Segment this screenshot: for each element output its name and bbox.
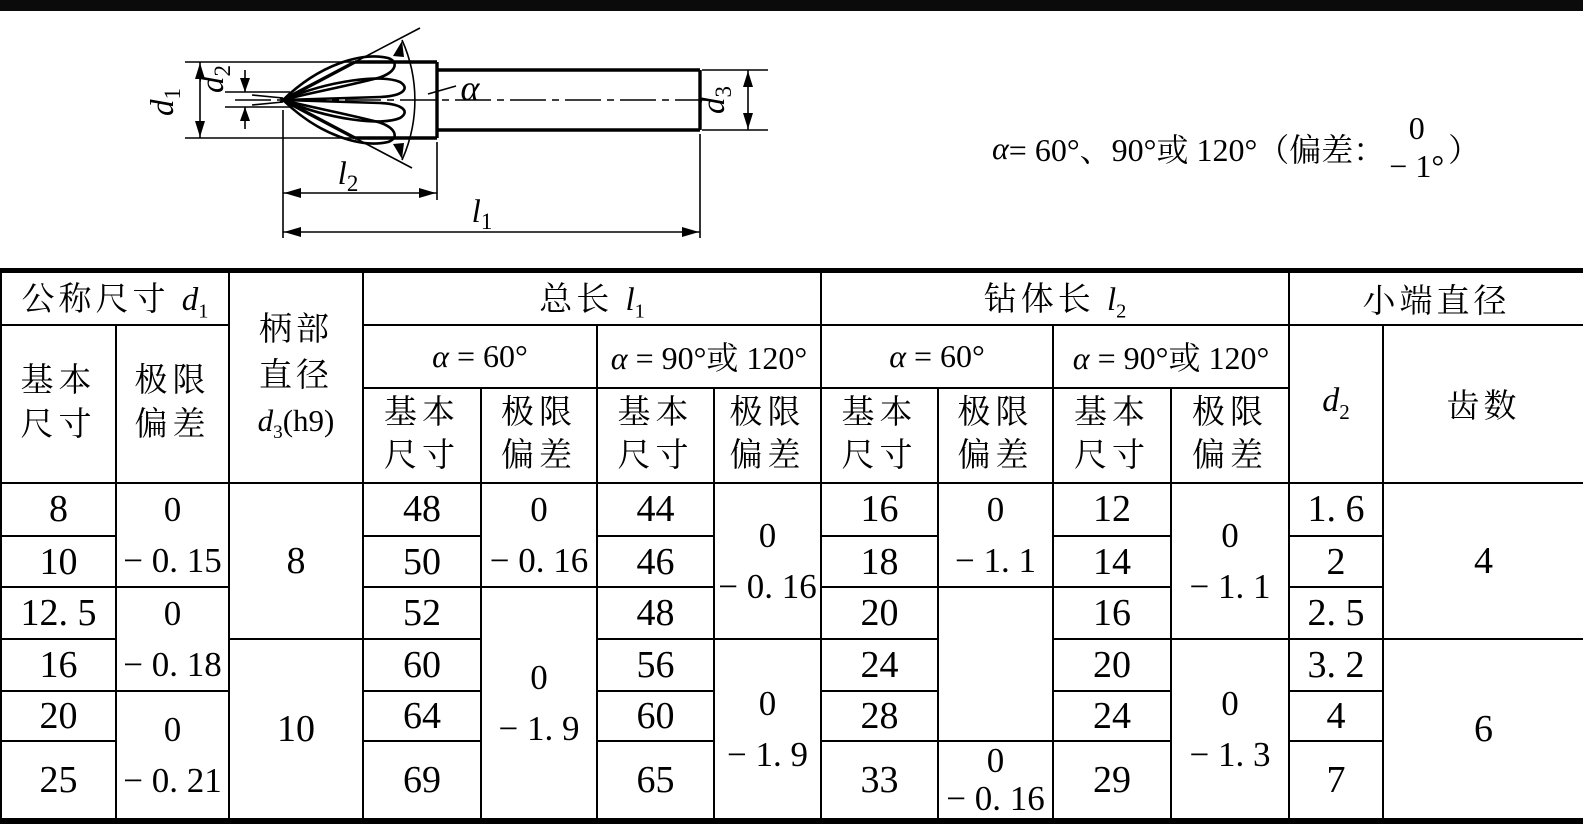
cell-l2-60-basic: 24	[821, 639, 938, 691]
cell-l2-60-basic: 16	[821, 483, 938, 537]
label-basic-2: 尺寸	[20, 406, 97, 443]
formula-tolerance-stack	[1389, 110, 1444, 186]
header-d1-limit	[116, 325, 229, 483]
header-small-end-text: 小端直径	[1362, 283, 1511, 320]
label-basic-1: 基本	[20, 363, 97, 400]
header-l2-group-text: 钻体长	[983, 282, 1107, 318]
cell-l1-90-basic: 48	[597, 587, 714, 639]
header-l1-60-limit: 极限 偏差	[481, 388, 597, 483]
header-l1-alpha90: α = 90°或 120°	[597, 325, 821, 388]
cell-l2-60-basic: 18	[821, 536, 938, 587]
cell-l1-60-tol: 0 − 1. 9	[481, 587, 597, 822]
header-d1-basic	[1, 325, 116, 483]
l2-dim-label: $l_2$	[337, 156, 359, 196]
cell-l1-90-basic: 44	[597, 483, 714, 537]
header-d1-group	[1, 271, 229, 325]
header-shank-var: d	[257, 403, 274, 439]
countersink-drawing	[140, 8, 800, 260]
cell-l1-60-basic: 64	[363, 691, 481, 741]
formula-paren-close: ）	[1448, 132, 1481, 168]
header-small-end-group	[1289, 271, 1583, 325]
header-shank-line2: 直径	[259, 358, 333, 395]
header-l1-group-text: 总长	[539, 282, 626, 318]
d1-dim-label: $d_1$	[145, 88, 185, 116]
header-l1-var: l	[625, 282, 635, 318]
cell-l2-90-basic: 24	[1053, 691, 1171, 741]
cell-d2: 4	[1289, 691, 1383, 741]
cell-l1-90-basic: 60	[597, 691, 714, 741]
cell-l1-60-basic: 50	[363, 536, 481, 587]
cell-l2-90-basic: 14	[1053, 536, 1171, 587]
cell-d3: 8	[229, 483, 363, 639]
header-shank-fit: (h9)	[282, 403, 335, 439]
cell-l2-60-basic: 28	[821, 691, 938, 741]
cell-d2: 3. 2	[1289, 639, 1383, 691]
cell-l2-90-basic: 20	[1053, 639, 1171, 691]
formula-paren-open: （	[1257, 132, 1290, 168]
cell-d1-basic: 12. 5	[1, 587, 116, 639]
header-l1-90-limit: 极限 偏差	[714, 388, 821, 483]
cell-l2-90-basic: 12	[1053, 483, 1171, 537]
cell-d1-tol: 0 − 0. 18	[116, 587, 229, 691]
cell-l1-90-basic: 65	[597, 741, 714, 822]
cell-d3: 10	[229, 639, 363, 822]
header-d1-group-text: 公称尺寸	[21, 282, 182, 318]
header-l1-90-basic: 基本 尺寸	[597, 388, 714, 483]
label-limit-2: 偏差	[134, 406, 211, 443]
cell-l2-90-tol: 0 − 1. 3	[1171, 639, 1289, 822]
countersink-spec-table	[0, 268, 1583, 824]
alpha-tolerance-note	[992, 92, 1480, 204]
alpha-label: α	[460, 68, 480, 108]
header-d2: $d_2$	[1289, 325, 1383, 483]
header-l1-alpha60: α = 60°	[363, 325, 597, 388]
l1-dim-label: $l_1$	[471, 194, 493, 234]
cell-teeth: 4	[1383, 483, 1583, 639]
header-l2-60-basic: 基本 尺寸	[821, 388, 938, 483]
header-l2-90-basic: 基本 尺寸	[1053, 388, 1171, 483]
header-l2-group	[821, 271, 1289, 325]
cell-l2-60-tol: 0 − 1. 1	[938, 483, 1053, 587]
cell-l2-90-basic: 16	[1053, 587, 1171, 639]
d2-dim-label: $d_2$	[195, 65, 235, 93]
d3-dim-label: $d_3$	[696, 86, 736, 114]
cell-l1-60-basic: 48	[363, 483, 481, 537]
cell-l2-90-tol: 0 − 1. 1	[1171, 483, 1289, 639]
header-l2-60-limit: 极限 偏差	[938, 388, 1053, 483]
cell-d1-tol: 0 − 0. 15	[116, 483, 229, 587]
cell-d2: 2. 5	[1289, 587, 1383, 639]
cell-d1-basic: 20	[1, 691, 116, 741]
header-l2-90-limit: 极限 偏差	[1171, 388, 1289, 483]
header-l1-group	[363, 271, 821, 325]
cell-l2-60-tol-empty	[938, 587, 1053, 741]
cell-d1-tol: 0 − 0. 21	[116, 691, 229, 822]
header-l2-var: l	[1106, 282, 1117, 318]
header-teeth	[1383, 325, 1583, 483]
cell-d2: 2	[1289, 536, 1383, 587]
formula-tol-lower: − 1°	[1389, 148, 1445, 184]
formula-tol-upper: 0	[1408, 110, 1425, 147]
header-l1-sub: 1	[634, 300, 645, 323]
header-l2-sub: 2	[1116, 300, 1127, 323]
header-l1-60-basic: 基本 尺寸	[363, 388, 481, 483]
header-teeth-text: 齿数	[1446, 389, 1521, 426]
header-l2-alpha60: α = 60°	[821, 325, 1053, 388]
header-l2-alpha90: α = 90°或 120°	[1053, 325, 1289, 388]
cell-l2-60-basic: 20	[821, 587, 938, 639]
header-shank-diameter	[229, 271, 363, 483]
cell-d1-basic: 10	[1, 536, 116, 587]
header-shank-line1: 柄部	[259, 312, 333, 349]
cell-l2-90-basic: 29	[1053, 741, 1171, 822]
header-d1-var: d	[181, 282, 199, 318]
cell-d1-basic: 16	[1, 639, 116, 691]
cell-l1-60-basic: 60	[363, 639, 481, 691]
cell-d2: 1. 6	[1289, 483, 1383, 537]
formula-alpha: α	[992, 129, 1009, 166]
cell-l1-60-basic: 52	[363, 587, 481, 639]
cell-l1-90-tol: 0 − 1. 9	[714, 639, 821, 822]
cell-l2-60-basic: 33	[821, 741, 938, 822]
cell-d1-basic: 8	[1, 483, 116, 537]
cell-l1-90-tol: 0 − 0. 16	[714, 483, 821, 639]
cell-l1-60-tol: 0 − 0. 16	[481, 483, 597, 587]
formula-values: = 60°、90°或 120°	[1008, 132, 1258, 168]
cell-l1-90-basic: 46	[597, 536, 714, 587]
cell-l2-60-tol: 0 − 0. 16	[938, 741, 1053, 822]
cell-l1-90-basic: 56	[597, 639, 714, 691]
cell-d2: 7	[1289, 741, 1383, 822]
cell-teeth: 6	[1383, 639, 1583, 822]
cell-d1-basic: 25	[1, 741, 116, 822]
header-d1-sub: 1	[198, 300, 209, 323]
formula-tol-label: 偏差：	[1289, 132, 1386, 168]
label-limit-1: 极限	[134, 363, 211, 400]
cell-l1-60-basic: 69	[363, 741, 481, 822]
header-shank-sub: 3	[273, 422, 283, 444]
